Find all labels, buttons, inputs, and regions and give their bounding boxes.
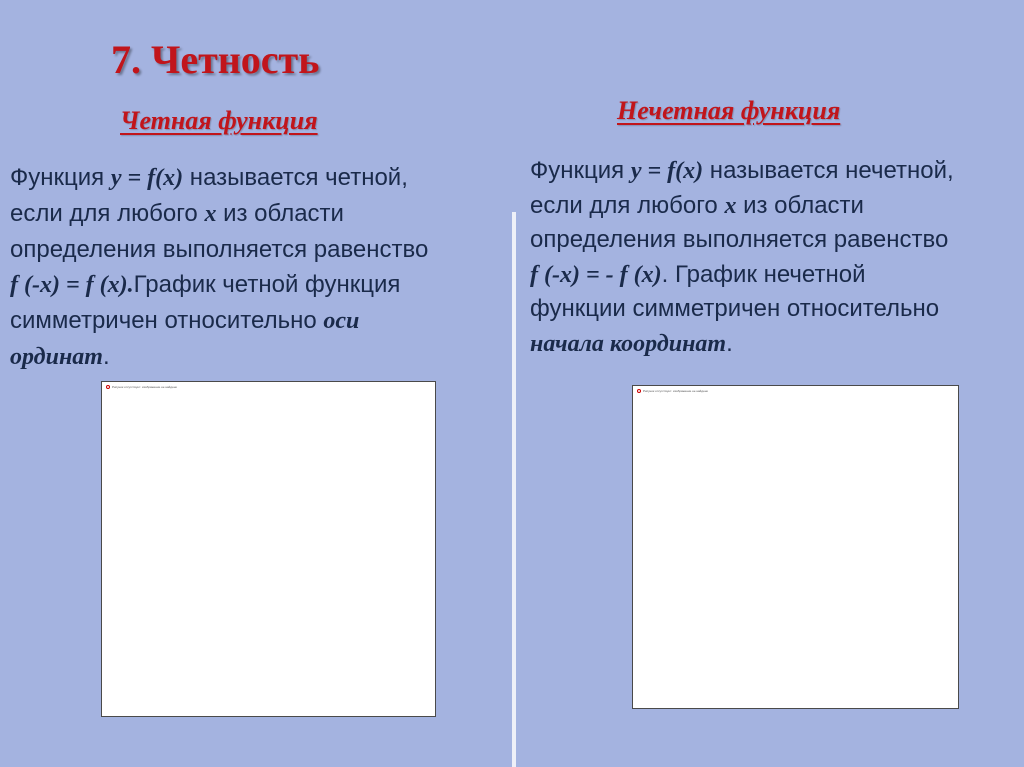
emphasis-text: ординат xyxy=(10,344,103,370)
missing-image-notice xyxy=(637,389,708,393)
text-run: Функция xyxy=(530,157,631,184)
text-run: если для любого xyxy=(530,191,725,219)
text-run: из области xyxy=(216,200,344,227)
missing-image-text: Рисунок отсутствует: изображение не найдено xyxy=(643,389,709,393)
missing-image-notice xyxy=(106,385,177,389)
odd-function-definition xyxy=(530,154,1010,361)
text-run: называется четной, xyxy=(183,164,408,191)
text-run: из области xyxy=(736,191,864,219)
even-function-definition xyxy=(10,160,480,375)
text-run: . График нечетной xyxy=(661,260,866,288)
definition-line xyxy=(10,267,480,303)
definition-line xyxy=(10,160,480,196)
text-run: называется нечетной, xyxy=(703,157,954,184)
definition-line xyxy=(10,339,480,375)
even-function-heading: Четная функция xyxy=(120,106,318,135)
text-run: если для любого xyxy=(10,200,205,227)
definition-line xyxy=(530,327,1010,362)
definition-line xyxy=(530,189,1010,224)
broken-image-icon xyxy=(637,389,641,393)
text-run: Функция xyxy=(10,164,111,191)
definition-line: функции симметричен относительно xyxy=(530,295,940,322)
even-function-graph-frame xyxy=(101,381,436,717)
text-run: симметричен относительно xyxy=(10,307,324,334)
broken-image-icon xyxy=(106,385,110,389)
emphasis-text: оси xyxy=(323,308,360,334)
definition-line xyxy=(10,196,480,232)
formula-text: у = f(x) xyxy=(630,158,704,184)
text-run: График четной функция xyxy=(133,271,401,298)
definition-line xyxy=(530,154,1010,189)
formula-text: x xyxy=(204,201,217,227)
odd-function-graph-frame xyxy=(632,385,959,709)
definition-line: определения выполняется равенство xyxy=(10,236,429,263)
formula-text: x xyxy=(724,192,737,219)
formula-text: f (-x) = f (x). xyxy=(10,272,134,298)
formula-text: f (-x) = - f (x) xyxy=(530,261,662,288)
column-divider xyxy=(512,212,516,767)
odd-function-heading: Нечетная функция xyxy=(617,96,841,125)
text-run: . xyxy=(102,343,110,370)
definition-line xyxy=(530,258,1010,293)
emphasis-text: начала координат xyxy=(530,330,727,357)
definition-line: определения выполняется равенство xyxy=(530,226,949,253)
missing-image-text: Рисунок отсутствует: изображение не найдено xyxy=(112,385,178,389)
text-run: . xyxy=(726,329,733,357)
definition-line xyxy=(10,303,480,339)
slide-title: 7. Четность xyxy=(111,37,320,82)
formula-text: у = f(x) xyxy=(110,165,184,191)
